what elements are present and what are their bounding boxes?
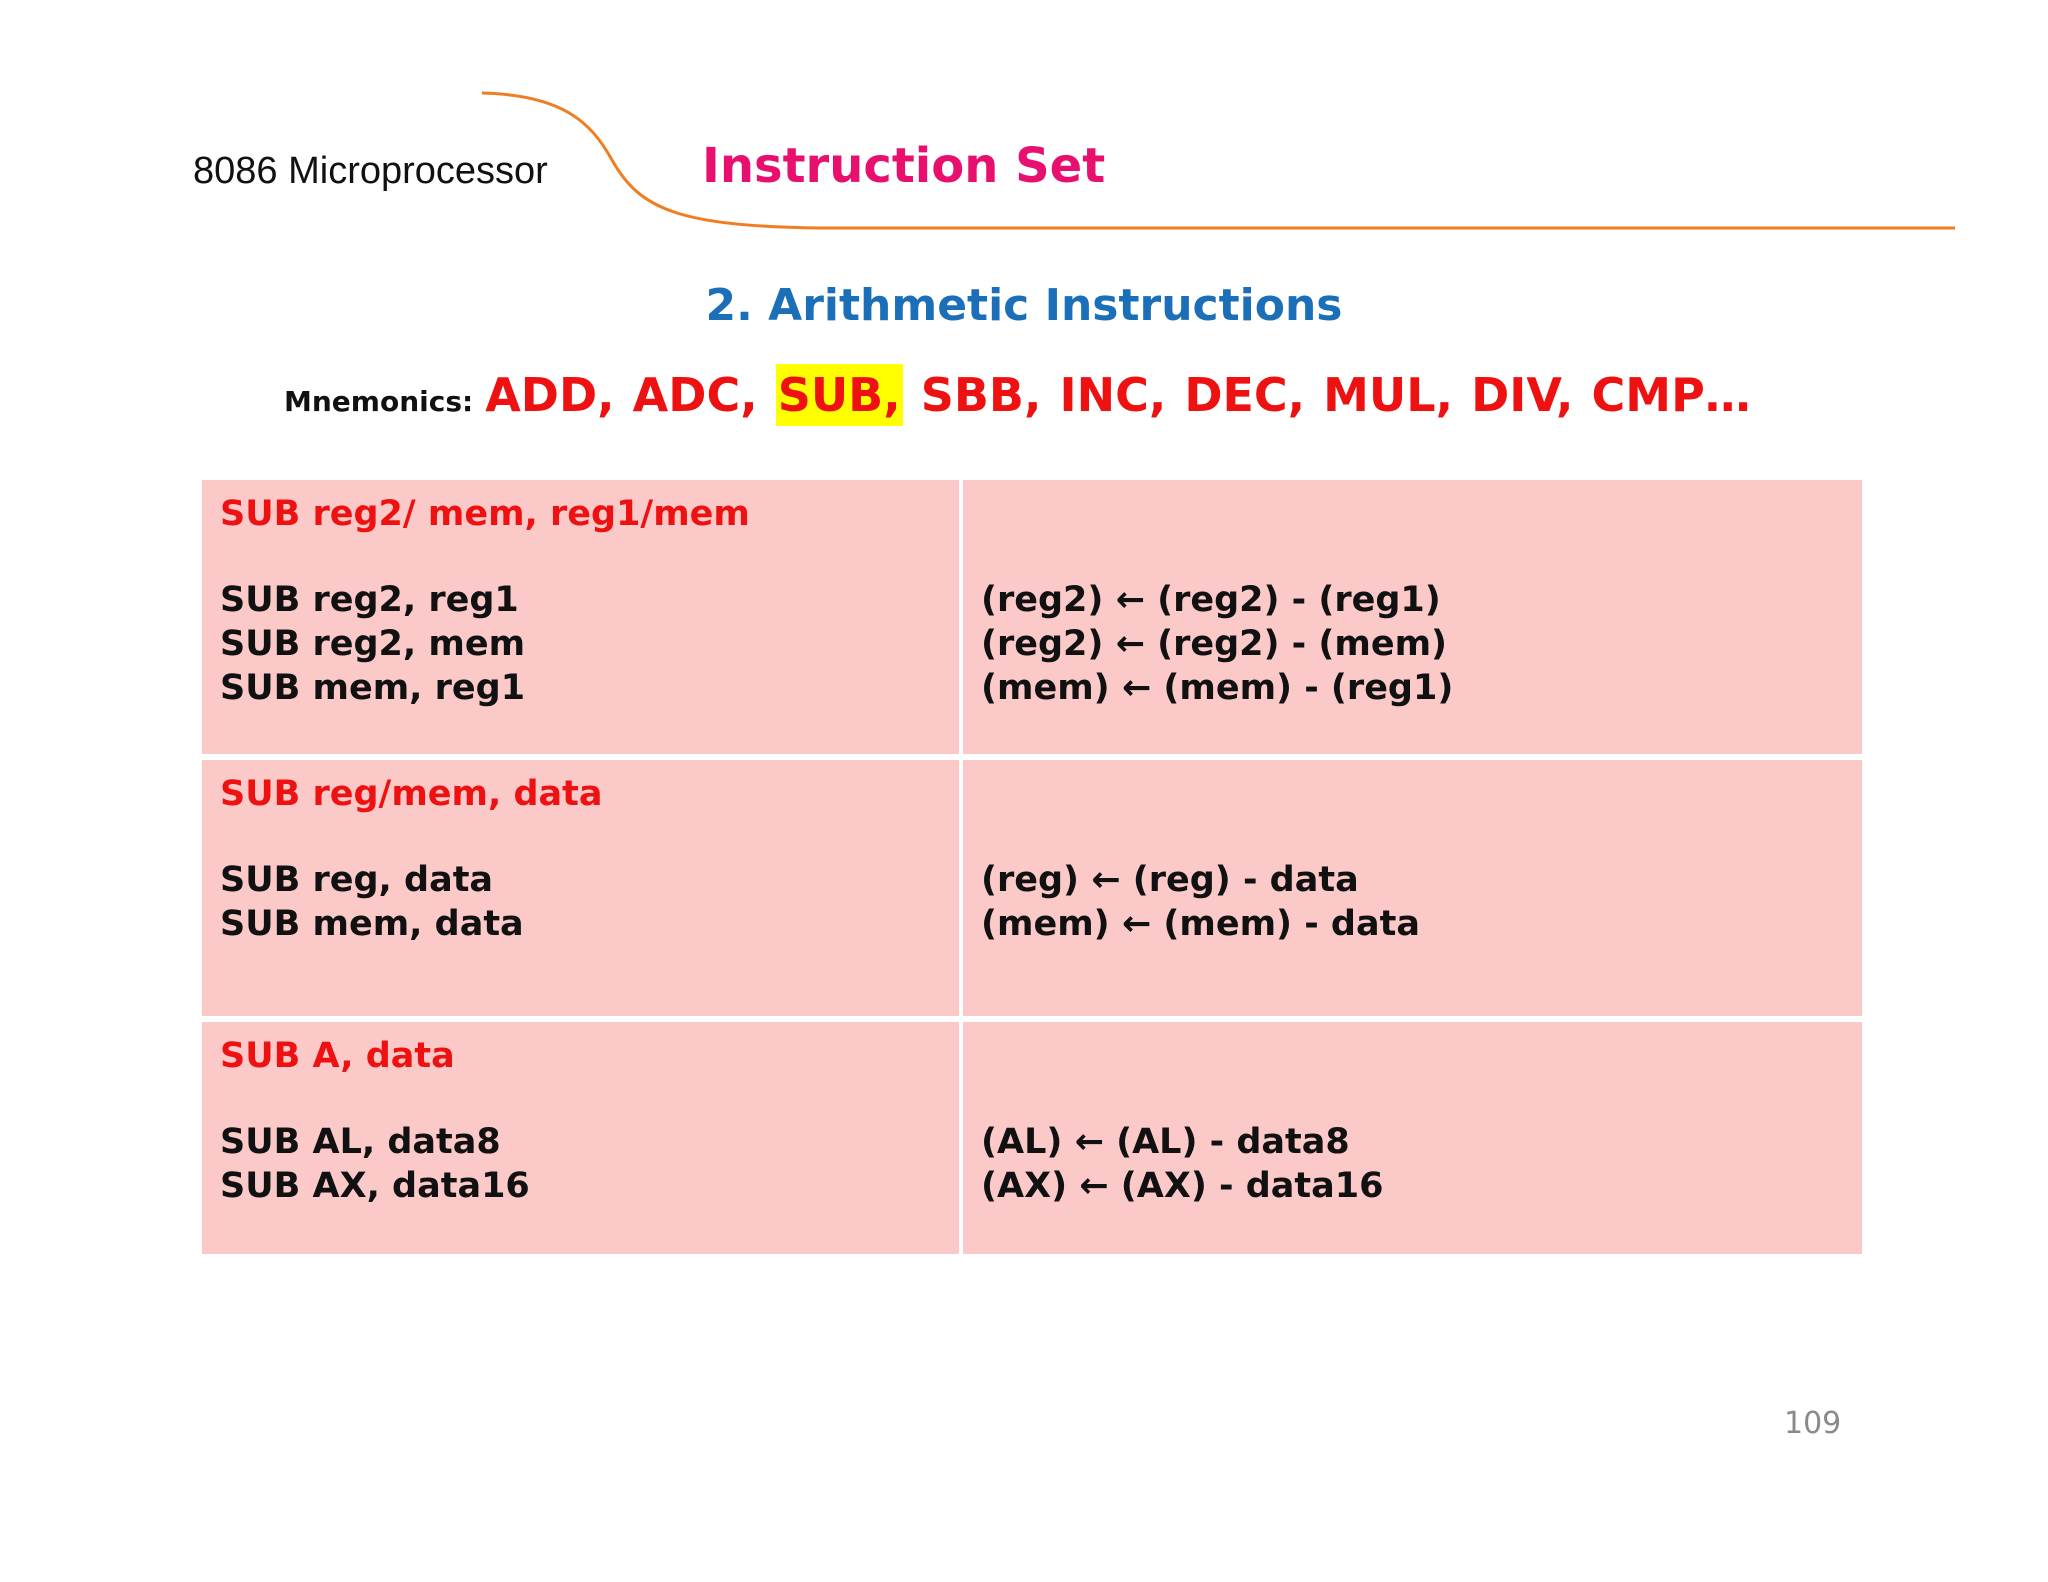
header-decorative-curve [0, 0, 2048, 260]
slide-title: Instruction Set [702, 138, 1106, 194]
operation-cell [963, 1022, 1862, 1254]
operation-line: (reg2) ← (reg2) - (mem) [981, 624, 1448, 664]
instruction-cell [202, 760, 959, 1016]
mnemonic-item: CMP… [1591, 368, 1751, 422]
instruction-line: SUB mem, reg1 [220, 668, 526, 708]
operation-cell [963, 760, 1862, 1016]
page-number: 109 [1784, 1406, 1842, 1441]
instruction-cell [202, 1022, 959, 1254]
mnemonic-item-highlighted: SUB, [776, 364, 903, 426]
instruction-format: SUB reg/mem, data [220, 774, 603, 814]
mnemonic-item: DIV, [1471, 368, 1574, 422]
operation-cell [963, 480, 1862, 754]
table-row [202, 1022, 1862, 1254]
instruction-line: SUB reg2, mem [220, 624, 526, 664]
instruction-table [202, 480, 1862, 1260]
instruction-line: SUB reg, data [220, 860, 494, 900]
operation-line: (mem) ← (mem) - (reg1) [981, 668, 1454, 708]
table-row [202, 480, 1862, 754]
mnemonic-item: DEC, [1184, 368, 1306, 422]
mnemonic-item: MUL, [1323, 368, 1454, 422]
operation-line: (mem) ← (mem) - data [981, 904, 1420, 944]
operation-line: (reg) ← (reg) - data [981, 860, 1359, 900]
instruction-cell [202, 480, 959, 754]
operation-line: (AX) ← (AX) - data16 [981, 1166, 1384, 1206]
operation-line: (AL) ← (AL) - data8 [981, 1122, 1350, 1162]
mnemonic-item: ADC, [632, 368, 758, 422]
instruction-line: SUB mem, data [220, 904, 524, 944]
mnemonics-list [485, 364, 1769, 426]
mnemonic-item: ADD, [485, 368, 615, 422]
section-heading: 2. Arithmetic Instructions [705, 280, 1343, 331]
mnemonic-item: INC, [1059, 368, 1167, 422]
mnemonics-line [284, 364, 1769, 426]
table-row [202, 760, 1862, 1016]
mnemonics-label: Mnemonics: [284, 385, 474, 418]
mnemonic-item: SBB, [920, 368, 1042, 422]
operation-line: (reg2) ← (reg2) - (reg1) [981, 580, 1441, 620]
instruction-line: SUB AX, data16 [220, 1166, 530, 1206]
instruction-format: SUB reg2/ mem, reg1/mem [220, 494, 750, 534]
instruction-line: SUB AL, data8 [220, 1122, 501, 1162]
instruction-line: SUB reg2, reg1 [220, 580, 519, 620]
instruction-format: SUB A, data [220, 1036, 455, 1076]
course-title: 8086 Microprocessor [193, 150, 548, 192]
